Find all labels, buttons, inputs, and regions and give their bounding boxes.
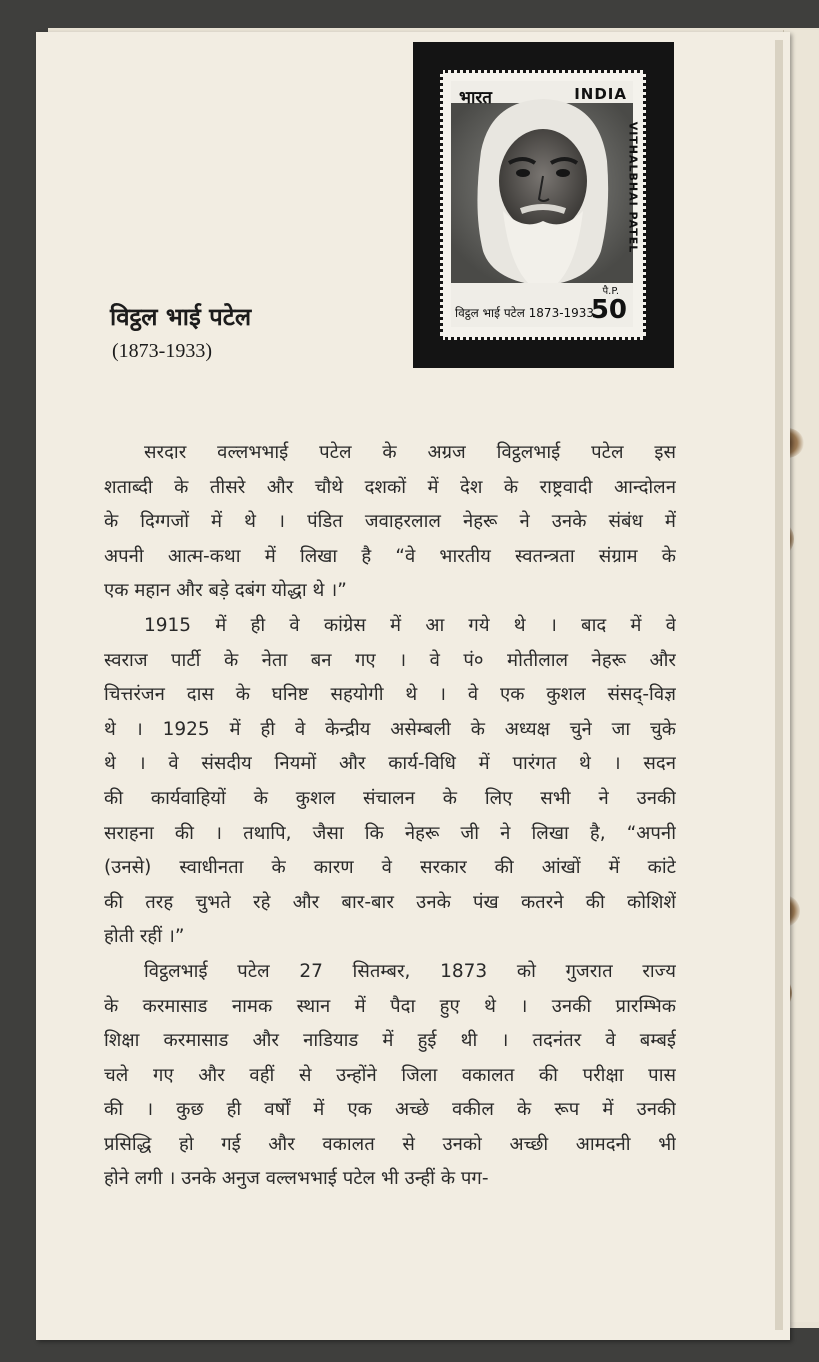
stamp-design (451, 81, 640, 327)
paragraph (104, 955, 676, 1197)
text-line: एक महान और बड़े दबंग योद्धा थे ।” (104, 580, 347, 602)
text-line: विट्ठलभाई पटेल 27 सितम्बर, 1873 को गुजरात राज्य (144, 960, 676, 982)
paragraph (104, 436, 676, 609)
body-text (104, 436, 676, 1197)
text-line: चले गए और वहीं से उन्होंने जिला वकालत की परीक्षा पास (104, 1064, 676, 1086)
stamp-country-hindi: भारत (459, 88, 492, 108)
paragraph (104, 609, 676, 955)
text-line: की कार्यवाहियों के कुशल संचालन के लिए सभी ने उनकी (104, 787, 676, 809)
page-edge (775, 40, 783, 1330)
text-line: शताब्दी के तीसरे और चौथे दशकों में देश के राष्ट्रवादी आन्दोलन (104, 476, 676, 498)
text-line: होने लगी । उनके अनुज वल्लभभाई पटेल भी उन्हीं के पग- (104, 1168, 489, 1190)
stamp-value: 50 (590, 295, 627, 325)
text-line: सराहना की । तथापि, जैसा कि नेहरू जी ने लिखा है, “अपनी (104, 822, 676, 844)
text-line: के करमासाड नामक स्थान में पैदा हुए थे । उनकी प्रारम्भिक (104, 995, 676, 1017)
text-line: की । कुछ ही वर्षों में एक अच्छे वकील के रूप में उनकी (104, 1099, 676, 1121)
heading-years: (1873-1933) (112, 340, 212, 362)
text-line: के दिग्गजों में थे । पंडित जवाहरलाल नेहरू ने उनके संबंध में (104, 511, 676, 533)
text-line: अपनी आत्म-कथा में लिखा है “वे भारतीय स्वतन्त्रता संग्राम के (104, 545, 676, 567)
text-line: 1915 में ही वे कांग्रेस में आ गये थे । बाद में वे (144, 614, 676, 636)
text-line: प्रसिद्धि हो गई और वकालत से उनको अच्छी आमदनी भी (104, 1133, 676, 1155)
text-line: थे । 1925 में ही वे केन्द्रीय असेम्बली के अध्यक्ष चुने जा चुके (104, 718, 676, 740)
stamp-side-name: VITHALBHAI PATEL (626, 121, 640, 254)
stamp-country-english: INDIA (574, 85, 627, 103)
text-line: शिक्षा करमासाड और नाडियाड में हुई थी । तदनंतर वे बम्बई (104, 1030, 676, 1052)
text-line: थे । वे संसदीय नियमों और कार्य-विधि में पारंगत थे । सदन (104, 753, 676, 775)
postage-stamp (440, 70, 646, 340)
stamp-caption: विट्ठल भाई पटेल 1873-1933 (455, 306, 595, 320)
text-line: सरदार वल्लभभाई पटेल के अग्रज विट्ठलभाई पटेल इस (144, 442, 676, 463)
text-line: चित्तरंजन दास के घनिष्ट सहयोगी थे । वे एक कुशल संसद्-विज्ञ (104, 684, 676, 706)
text-line: स्वराज पार्टी के नेता बन गए । वे पं० मोतीलाल नेहरू और (104, 649, 676, 671)
text-line: (उनसे) स्वाधीनता के कारण वे सरकार की आंखों में कांटे (104, 857, 676, 879)
text-line: की तरह चुभते रहे और बार-बार उनके पंख कतरने की कोशिशें (104, 891, 676, 913)
text-line: होती रहीं ।” (104, 926, 185, 948)
heading-name: विट्ठल भाई पटेल (110, 303, 252, 331)
stamp-postage-prefix: पै.P. (602, 286, 619, 297)
